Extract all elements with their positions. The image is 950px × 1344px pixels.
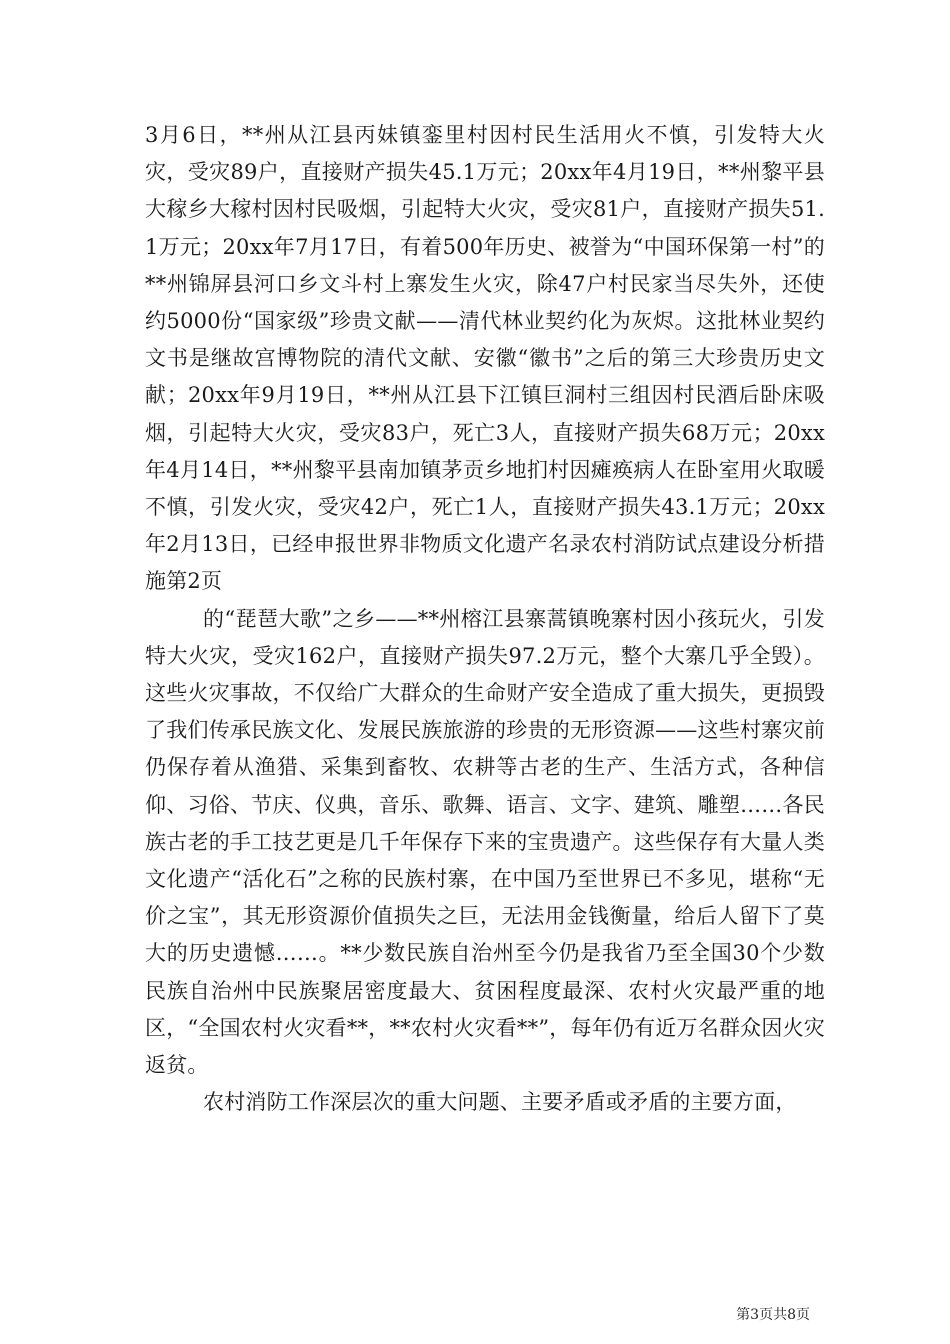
paragraph-fire-incidents: 3月6日，**州从江县丙妹镇銮里村因村民生活用火不慎，引发特大火灾，受灾89户，直接财产损失45.1万元；20xx年4月19日，**州黎平县大稼乡大稼村因村民吸烟，引起特大火灾，受灾81户，直接财产损失51.1万元；20xx年7月17日，有着500年历史、被誉为“中国环保第一村”的**州锦屏县河口乡文斗村上寨发生火灾，除47户村民家当尽失外，还使约5000份“国家级”珍贵文献——清代林业契约化为灰烬。这批林业契约文书是继故宫博物院的清代文献、安徽“徽书”之后的第三大珍贵历史文献；20xx年9月19日，**州从江县下江镇巨洞村三组因村民酒后卧床吸烟，引起特大火灾，受灾83户，死亡3人，直接财产损失68万元；20xx年4月14日，**州黎平县南加镇茅贡乡地扪村因瘫痪病人在卧室用火取暖不慎，引发火灾，受灾42户，死亡1人，直接财产损失43.1万元；20xx年2月13日，已经申报世界非物质文化遗产名录农村消防试点建设分析措施第2页	[145, 123, 825, 594]
paragraph-cultural-loss: 的“琵琶大歌”之乡——**州榕江县寨蒿镇晚寨村因小孩玩火，引发特大火灾，受灾162户，直接财产损失97.2万元，整个大寨几乎全毁）。这些火灾事故，不仅给广大群众的生命财产安全造成了重大损失，更损毁了我们传承民族文化、发展民族旅游的珍贵的无形资源——这些村寨灾前仍保存着从渔猎、采集到畜牧、农耕等古老的生产、生活方式，各种信仰、习俗、节庆、仪典，音乐、歌舞、语言、文字、建筑、雕塑……各民族古老的手工技艺更是几千年保存下来的宝贵遗产。这些保存有大量人类文化遗产“活化石”之称的民族村寨，在中国乃至世界已不多见，堪称“无价之宝”，其无形资源价值损失之巨，无法用金钱衡量，给后人留下了莫大的历史遗憾……。**少数民族自治州至今仍是我省乃至全国30个少数民族自治州中民族聚居密度最大、贫困程度最深、农村火灾最严重的地区，“全国农村火灾看**，**农村火灾看**”，每年仍有近万名群众因火灾返贫。	[145, 606, 825, 1078]
paragraph-deep-issues: 农村消防工作深层次的重大问题、主要矛盾或矛盾的主要方面，	[203, 1090, 797, 1115]
page-number-footer: 第3页共8页	[736, 1307, 810, 1323]
document-body	[145, 117, 825, 1121]
